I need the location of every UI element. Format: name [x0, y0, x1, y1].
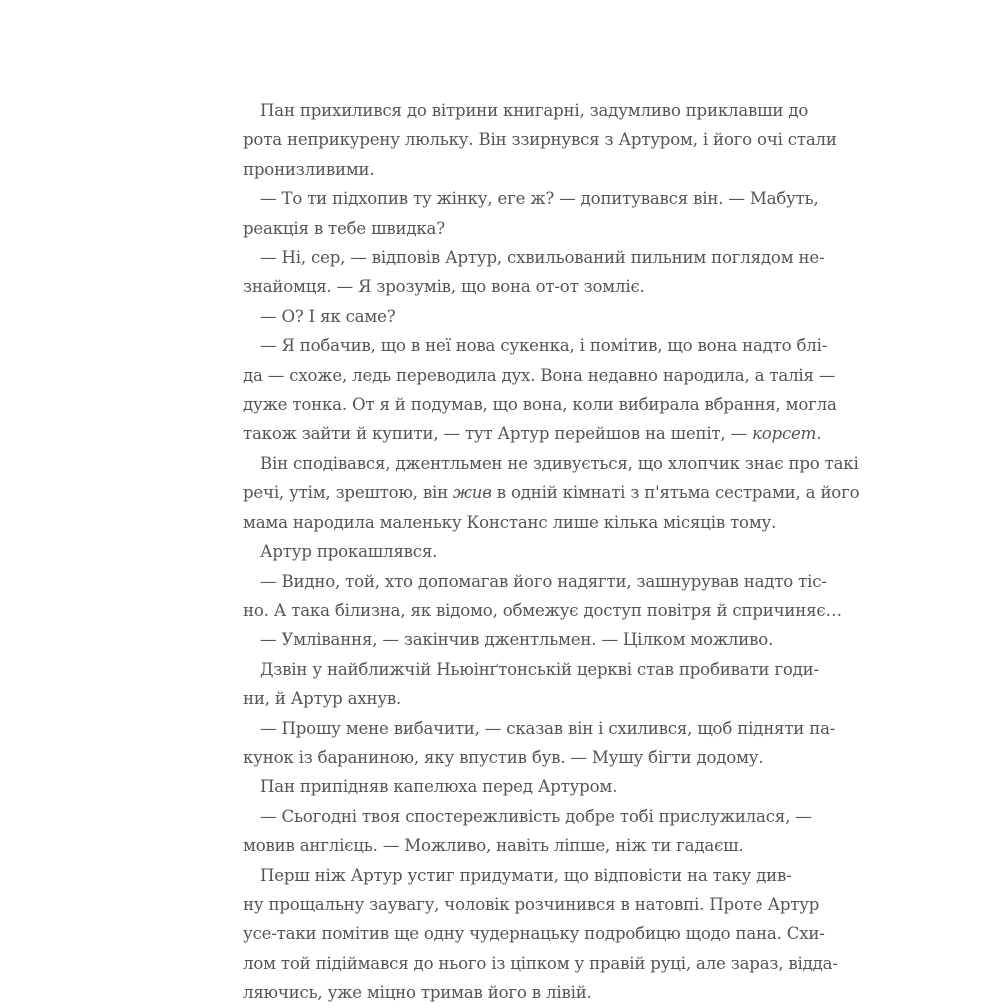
paragraph [243, 567, 842, 626]
text-line [243, 743, 773, 772]
line-text: . [816, 424, 822, 444]
text-line [243, 243, 825, 272]
line-text: Дзвін у найближчій Ньюінґтонській церкві став пробивати годи- [260, 659, 819, 679]
page-text [243, 96, 860, 1008]
text-line [243, 684, 773, 713]
line-text: — Я побачив, що в неї нова сукенка, і помітив, що вона надто блі- [260, 336, 828, 356]
line-text: кунок із бараниною, яку впустив був. — Мушу бігти додому. [243, 747, 764, 767]
line-text: мама народила маленьку Констанс лише кілька місяців тому. [243, 512, 777, 532]
line-text: знайомця. — Я зрозумів, що вона от-от зомліє. [243, 277, 645, 297]
line-text: Він сподівався, джентльмен не здивується, що хлопчик знає про такі [260, 453, 859, 473]
line-text: Пан прихилився до вітрини книгарні, задумливо приклавши до [260, 101, 809, 120]
text-line [243, 272, 773, 301]
text-line [243, 214, 773, 243]
paragraph [243, 96, 837, 184]
text-line [243, 596, 842, 625]
paragraph [243, 772, 773, 801]
line-text: реакція в тебе швидка? [243, 218, 445, 238]
italic-text: жив [453, 483, 492, 503]
text-line [243, 508, 777, 537]
line-text: ляючись, уже міцно тримав його в лівій. [243, 983, 592, 1003]
line-text: — То ти підхопив ту жінку, еге ж? — допитувався він. — Мабуть, [260, 189, 819, 209]
paragraph [243, 302, 773, 331]
line-text: Пан припідняв капелюха перед Артуром. [260, 777, 618, 797]
line-text: Перш ніж Артур устиг придумати, що відповісти на таку див- [260, 865, 792, 885]
line-text: — Видно, той, хто допомагав його надягти, зашнурував надто тіс- [260, 571, 827, 591]
text-line [243, 567, 827, 596]
text-line [243, 361, 836, 390]
line-text: також зайти й купити, — тут Артур перейшов на шепіт, — [243, 424, 753, 444]
line-text: — Умлівання, — закінчив джентльмен. — Цілком можливо. [260, 630, 774, 650]
text-line [243, 449, 859, 478]
text-line [243, 155, 773, 184]
paragraph [243, 714, 836, 773]
text-line [243, 537, 773, 566]
paragraph [243, 537, 773, 566]
paragraph [243, 184, 819, 243]
text-line [243, 96, 809, 125]
italic-text: корсет [752, 424, 817, 444]
text-line [243, 419, 822, 448]
text-line [243, 831, 773, 860]
text-line [243, 184, 819, 213]
paragraph [243, 625, 773, 654]
line-text: рота неприкурену люльку. Він ззирнувся з Артуром, і його очі стали [243, 130, 837, 150]
line-text: да — схоже, ледь переводила дух. Вона недавно народила, а талія — [243, 365, 836, 385]
text-line [243, 302, 773, 331]
text-line [243, 125, 837, 154]
paragraph [243, 449, 860, 537]
text-line [243, 478, 860, 507]
line-text: в одній кімнаті з п'ятьма сестрами, а його [491, 483, 860, 503]
line-text: пронизливими. [243, 159, 375, 179]
text-line [243, 978, 773, 1007]
line-text: речі, утім, зрештою, він [243, 483, 454, 503]
text-line [243, 949, 838, 978]
line-text: — Ні, сер, — відповів Артур, схвильований пильним поглядом не- [260, 248, 825, 268]
text-line [243, 802, 812, 831]
line-text: лом той підіймався до нього із ціпком у правій руці, але зараз, відда- [243, 953, 838, 973]
paragraph [243, 331, 837, 449]
paragraph [243, 861, 838, 1008]
line-text: но. А така білизна, як відомо, обмежує доступ повітря й спричиняє… [243, 600, 842, 620]
text-line [243, 919, 825, 948]
line-text: — Сьогодні твоя спостережливість добре тобі прислужилася, — [260, 806, 812, 826]
paragraph [243, 802, 812, 861]
line-text: Артур прокашлявся. [260, 542, 438, 562]
paragraph [243, 655, 819, 714]
line-text: — О? І як саме? [260, 306, 396, 326]
text-line [243, 655, 819, 684]
line-text: ни, й Артур ахнув. [243, 689, 402, 709]
line-text: — Прошу мене вибачити, — сказав він і схилився, щоб підняти па- [260, 718, 836, 738]
paragraph [243, 243, 825, 302]
line-text: ну прощальну заувагу, чоловік розчинився в натовпі. Проте Артур [243, 894, 820, 914]
line-text: усе-таки помітив ще одну чудернацьку подробицю щодо пана. Схи- [243, 924, 825, 944]
text-line [243, 861, 792, 890]
text-line [243, 714, 836, 743]
text-line [243, 890, 820, 919]
line-text: дуже тонка. От я й подумав, що вона, коли вибирала вбрання, могла [243, 395, 837, 415]
text-line [243, 625, 773, 654]
text-line [243, 772, 773, 801]
line-text: мовив англієць. — Можливо, навіть ліпше, ніж ти гадаєш. [243, 836, 744, 856]
text-line [243, 390, 837, 419]
text-line [243, 331, 828, 360]
